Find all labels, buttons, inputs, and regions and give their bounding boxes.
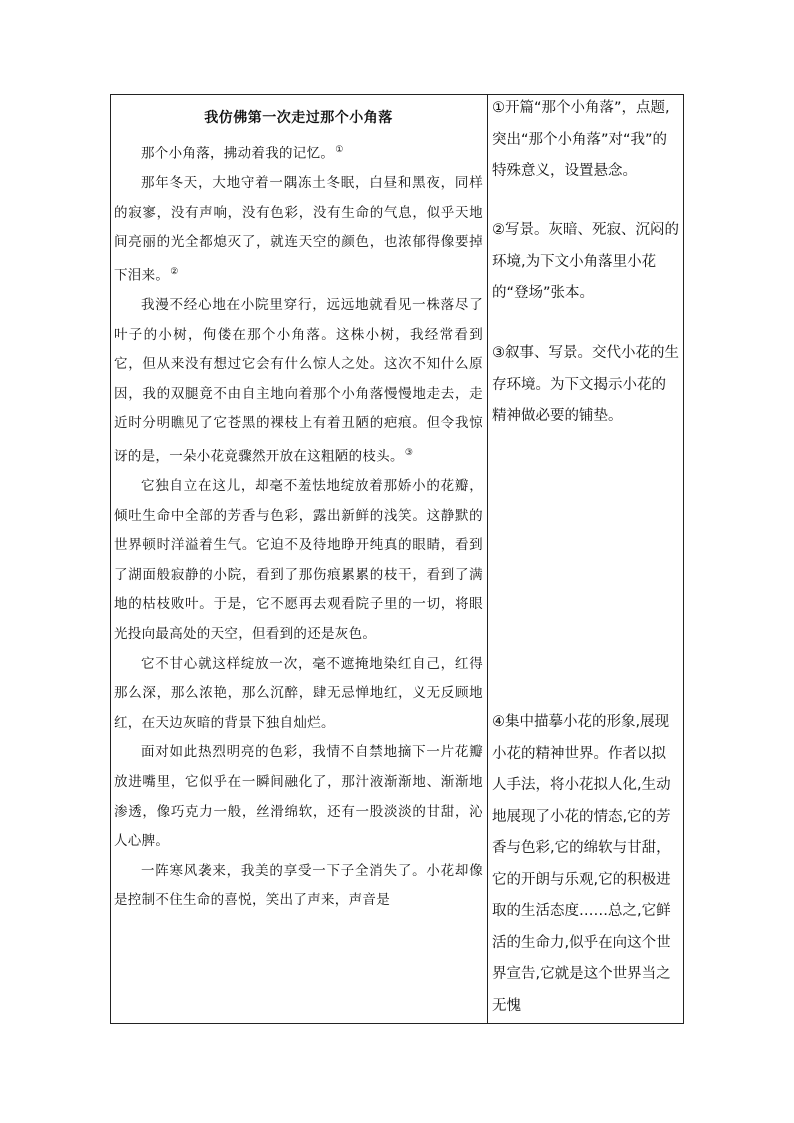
annotation-mark-2: ② <box>170 266 179 277</box>
essay-paragraph-5: 它不甘心就这样绽放一次，毫不遮掩地染红自己，红得那么深，那么浓艳，那么沉醉，肆无忌惮地红，义无反顾地红，在天边灰暗的背景下独自灿烂。 <box>114 655 483 731</box>
essay-paragraph-3: 我漫不经心地在小院里穿行，远远地就看见一株落尽了叶子的小树，佝偻在那个小角落。这株小树，我经常看到它，但从来没有想过它会有什么惊人之处。这次不知什么原因，我的双腿竟不由自主地向着那个小角落慢慢地走去，走近时分明瞧见了它苍黑的裸枝上有着丑陋的疤痕。但令我惊讶的是，一朵小花竟骤然开放在这粗陋的枝头。③ <box>114 296 483 465</box>
annotation-note-2: ②写景。灰暗、死寂、沉闷的环境,为下文小角落里小花的“登场”张本。 <box>492 222 679 301</box>
essay-column <box>114 94 483 916</box>
essay-paragraph-2: 那年冬天，大地守着一隅冻土冬眠，白昼和黑夜，同样的寂寥，没有声响，没有色彩，没有生命的气息，似乎天地间亮丽的光全都熄灭了，就连天空的颜色，也浓郁得像要掉下泪来。② <box>114 175 483 284</box>
annotation-mark-3: ③ <box>404 447 414 458</box>
annotation-note-1: ①开篇“那个小角落”，点题,突出“那个小角落”对“我”的特殊意义，设置悬念。 <box>492 100 670 179</box>
column-divider <box>487 94 488 1024</box>
essay-paragraph-4: 它独自立在这儿，却毫不羞怯地绽放着那娇小的花瓣，倾吐生命中全部的芳香与色彩，露出新鲜的浅笑。这静默的世界顿时洋溢着生气。它迫不及待地睁开纯真的眼睛，看到了湖面般寂静的小院，看到了那伤痕累累的枝干，看到了满地的枯枝败叶。于是，它不愿再去观看院子里的一切，将眼光投向最高处的天空，但看到的还是灰色。 <box>114 478 483 642</box>
essay-paragraph-1: 那个小角落，拂动着我的记忆。① <box>141 145 344 162</box>
essay-title: 我仿佛第一次走过那个小角落 <box>204 110 393 126</box>
essay-paragraph-6: 面对如此热烈明亮的色彩，我情不自禁地摘下一片花瓣放进嘴里，它似乎在一瞬间融化了，那汁液渐渐地、渐渐地渗透，像巧克力一般，丝滑绵软，还有一股淡淡的甘甜，沁人心脾。 <box>114 744 483 850</box>
essay-paragraph-7: 一阵寒风袭来，我美的享受一下子全消失了。小花却像是控制不住生命的喜悦，笑出了声来，声音是 <box>114 862 483 909</box>
annotation-note-4: ④集中描摹小花的形象,展现小花的精神世界。作者以拟人手法，将小花拟人化,生动地展现了小花的情态,它的芳香与色彩,它的绵软与甘甜，它的开朗与乐观,它的积极进取的生活态度……总之,它鲜活的生命力,似乎在向这个世界宣告,它就是这个世界当之无愧 <box>492 714 671 1014</box>
annotation-mark-1: ① <box>335 145 344 155</box>
annotation-note-3: ③叙事、写景。交代小花的生存环境。为下文揭示小花的精神做必要的铺垫。 <box>492 345 679 424</box>
